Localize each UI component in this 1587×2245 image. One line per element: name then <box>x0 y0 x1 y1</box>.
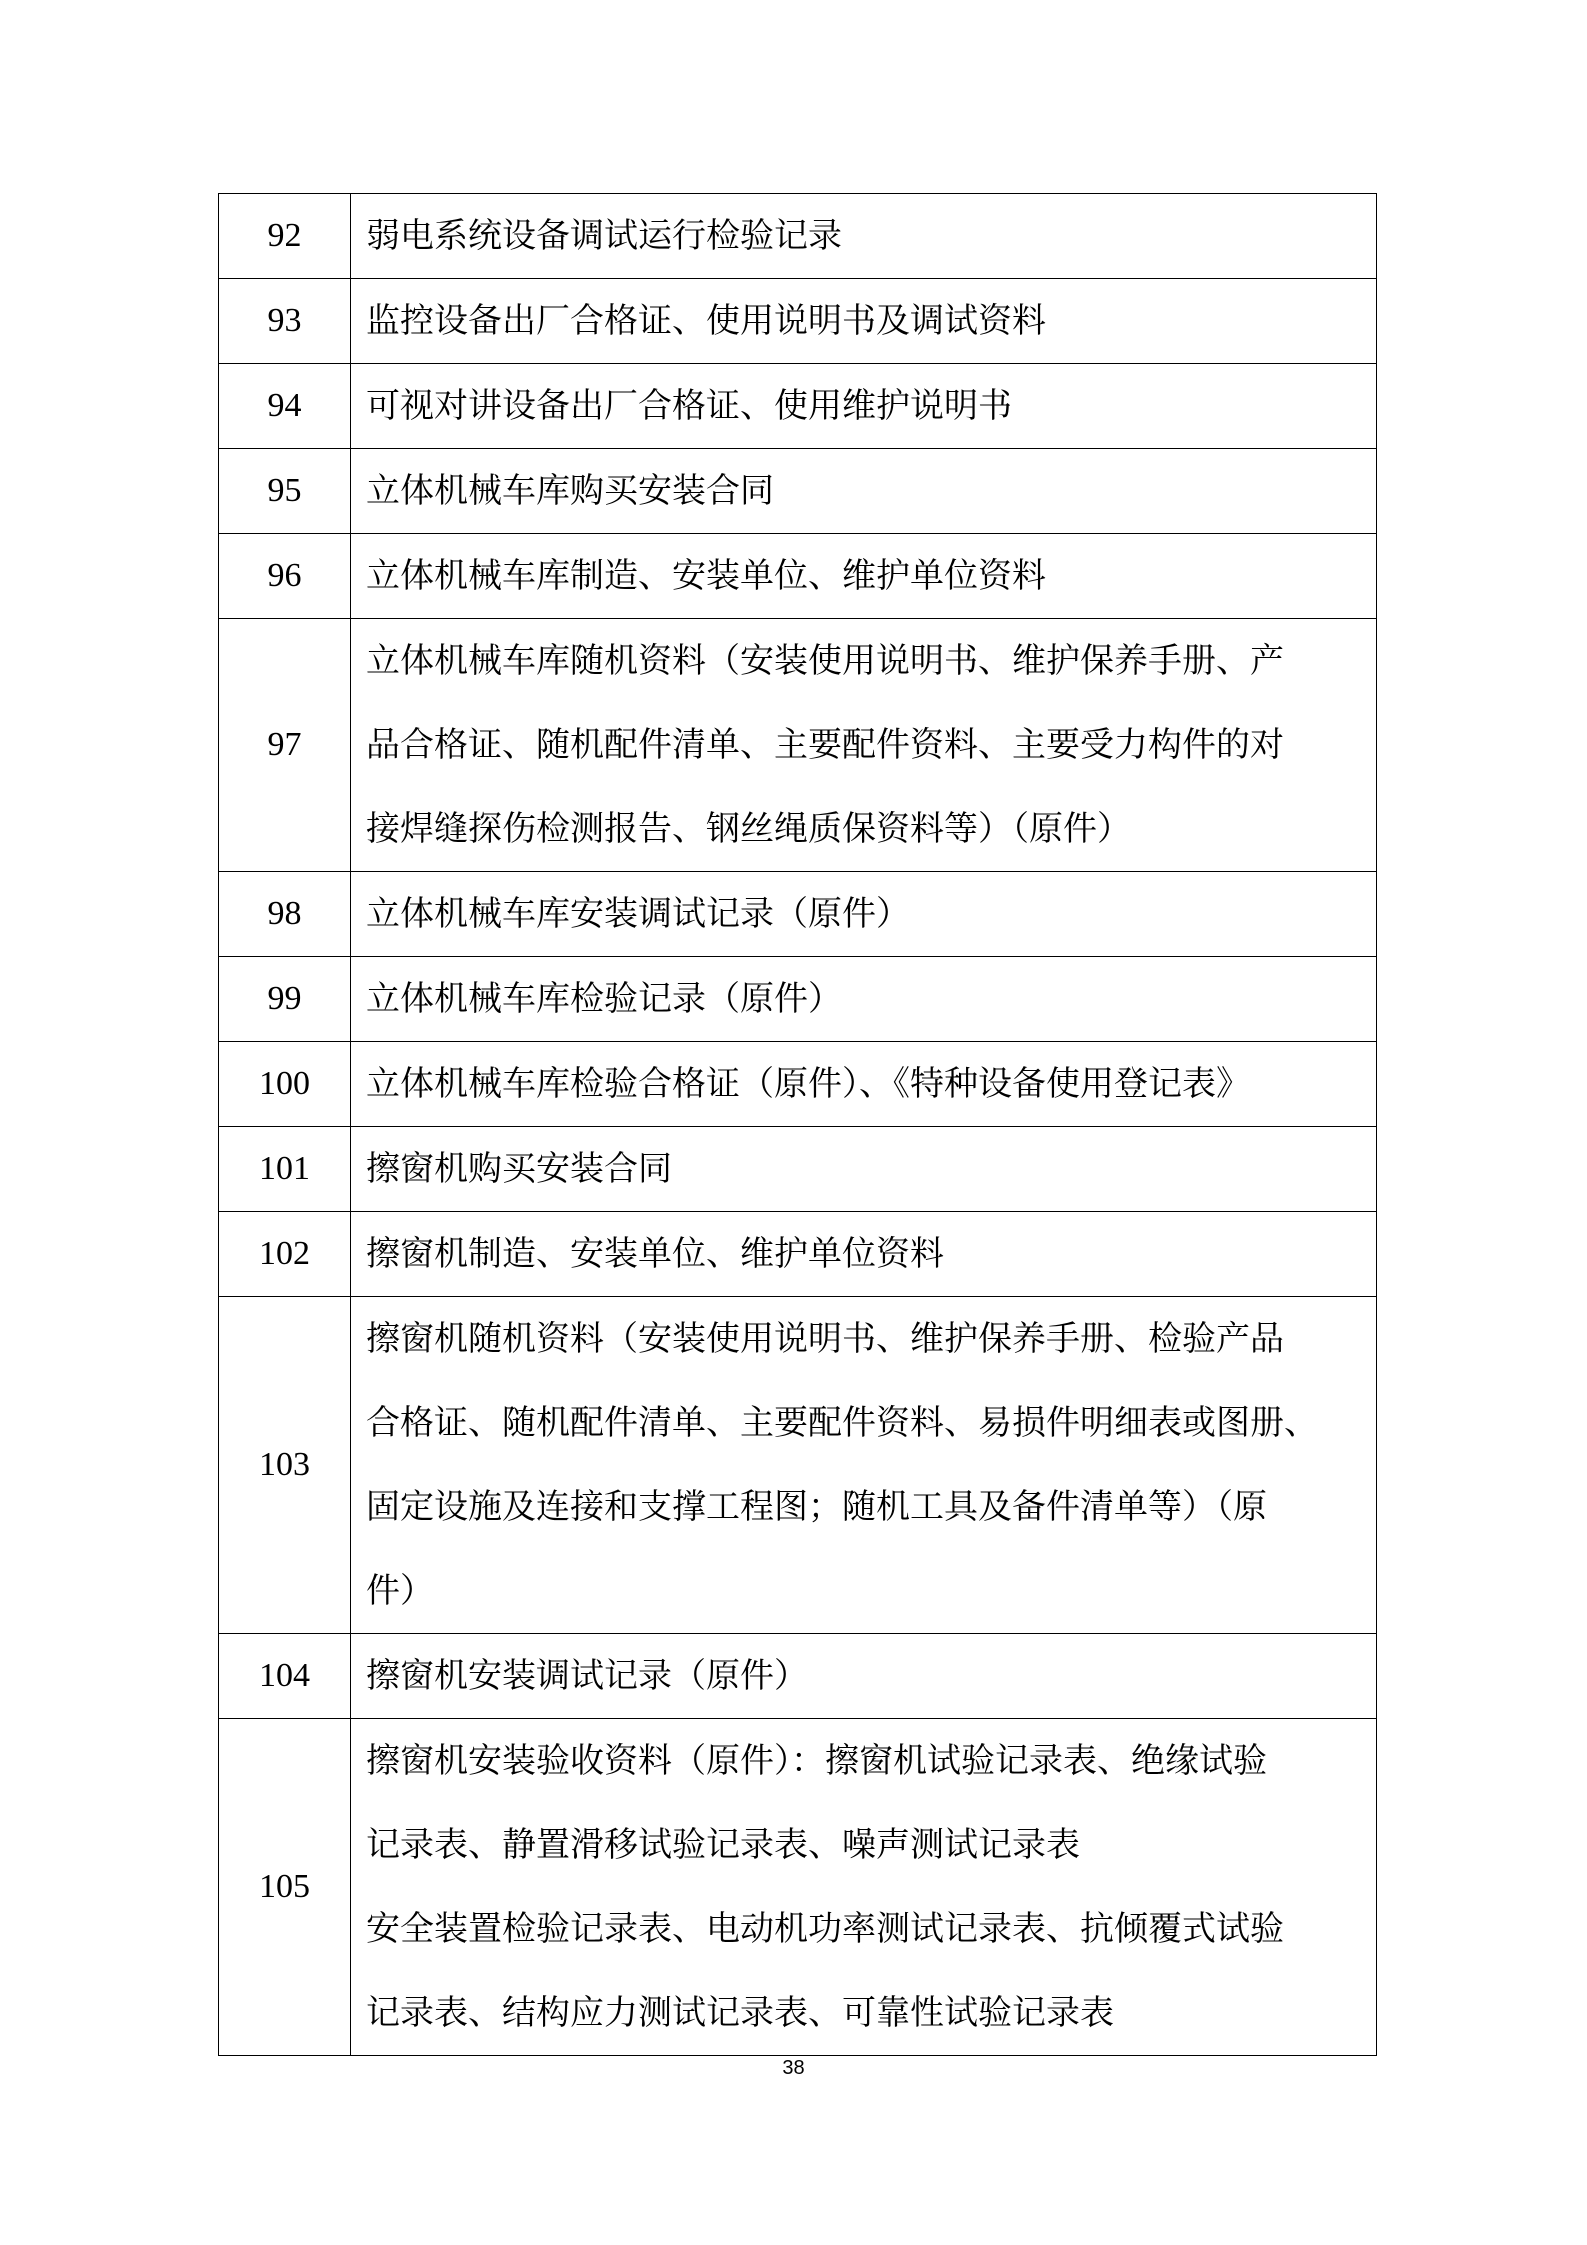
description-line: 擦窗机随机资料（安装使用说明书、维护保养手册、检验产品 <box>366 1319 1284 1359</box>
row-description <box>351 449 1377 534</box>
row-number: 101 <box>219 1127 351 1212</box>
description-line: 立体机械车库安装调试记录（原件） <box>366 894 910 934</box>
row-number: 96 <box>219 534 351 619</box>
row-number: 104 <box>219 1634 351 1719</box>
description-line: 擦窗机安装验收资料（原件）：擦窗机试验记录表、绝缘试验 <box>366 1741 1267 1781</box>
description-line: 固定设施及连接和支撑工程图；随机工具及备件清单等）（原 <box>366 1487 1267 1527</box>
row-number: 98 <box>219 872 351 957</box>
page-number: 38 <box>782 2057 805 2079</box>
description-line: 记录表、结构应力测试记录表、可靠性试验记录表 <box>366 1993 1114 2033</box>
description-line: 立体机械车库制造、安装单位、维护单位资料 <box>366 556 1046 596</box>
description-line: 可视对讲设备出厂合格证、使用维护说明书 <box>366 386 1012 426</box>
records-table-body <box>219 194 1377 2056</box>
description-line: 合格证、随机配件清单、主要配件资料、易损件明细表或图册、 <box>366 1403 1318 1443</box>
table-row <box>219 1297 1377 1634</box>
table-row <box>219 194 1377 279</box>
table-row <box>219 1127 1377 1212</box>
row-number: 94 <box>219 364 351 449</box>
row-description <box>351 194 1377 279</box>
row-description <box>351 1042 1377 1127</box>
row-number: 93 <box>219 279 351 364</box>
row-description <box>351 1634 1377 1719</box>
table-row <box>219 1719 1377 2056</box>
row-description <box>351 1127 1377 1212</box>
description-line: 监控设备出厂合格证、使用说明书及调试资料 <box>366 301 1046 341</box>
records-table <box>218 193 1377 2056</box>
description-line: 安全装置检验记录表、电动机功率测试记录表、抗倾覆式试验 <box>366 1909 1284 1949</box>
table-row <box>219 534 1377 619</box>
row-description <box>351 1297 1377 1634</box>
description-line: 擦窗机购买安装合同 <box>366 1149 672 1189</box>
description-line: 立体机械车库检验记录（原件） <box>366 979 842 1019</box>
row-description <box>351 1719 1377 2056</box>
description-line: 立体机械车库随机资料（安装使用说明书、维护保养手册、产 <box>366 641 1284 681</box>
table-row <box>219 872 1377 957</box>
row-number: 103 <box>219 1297 351 1634</box>
row-number: 92 <box>219 194 351 279</box>
row-description <box>351 619 1377 872</box>
description-line: 弱电系统设备调试运行检验记录 <box>366 216 842 256</box>
description-line: 擦窗机制造、安装单位、维护单位资料 <box>366 1234 944 1274</box>
row-description <box>351 1212 1377 1297</box>
row-number: 100 <box>219 1042 351 1127</box>
table-row <box>219 1634 1377 1719</box>
description-line: 品合格证、随机配件清单、主要配件资料、主要受力构件的对 <box>366 725 1284 765</box>
description-line: 立体机械车库购买安装合同 <box>366 471 774 511</box>
table-row <box>219 364 1377 449</box>
table-row <box>219 1042 1377 1127</box>
table-row <box>219 279 1377 364</box>
row-number: 99 <box>219 957 351 1042</box>
description-line: 擦窗机安装调试记录（原件） <box>366 1656 808 1696</box>
row-number: 95 <box>219 449 351 534</box>
description-line: 立体机械车库检验合格证（原件）、《特种设备使用登记表》 <box>366 1064 1250 1104</box>
row-description <box>351 872 1377 957</box>
row-number: 102 <box>219 1212 351 1297</box>
description-line: 接焊缝探伤检测报告、钢丝绳质保资料等）（原件） <box>366 809 1131 849</box>
row-number: 97 <box>219 619 351 872</box>
row-description <box>351 957 1377 1042</box>
table-row <box>219 619 1377 872</box>
row-description <box>351 279 1377 364</box>
row-description <box>351 364 1377 449</box>
table-row <box>219 957 1377 1042</box>
table-row <box>219 1212 1377 1297</box>
row-number: 105 <box>219 1719 351 2056</box>
description-line: 记录表、静置滑移试验记录表、噪声测试记录表 <box>366 1825 1080 1865</box>
table-row <box>219 449 1377 534</box>
description-line: 件） <box>366 1571 434 1611</box>
row-description <box>351 534 1377 619</box>
